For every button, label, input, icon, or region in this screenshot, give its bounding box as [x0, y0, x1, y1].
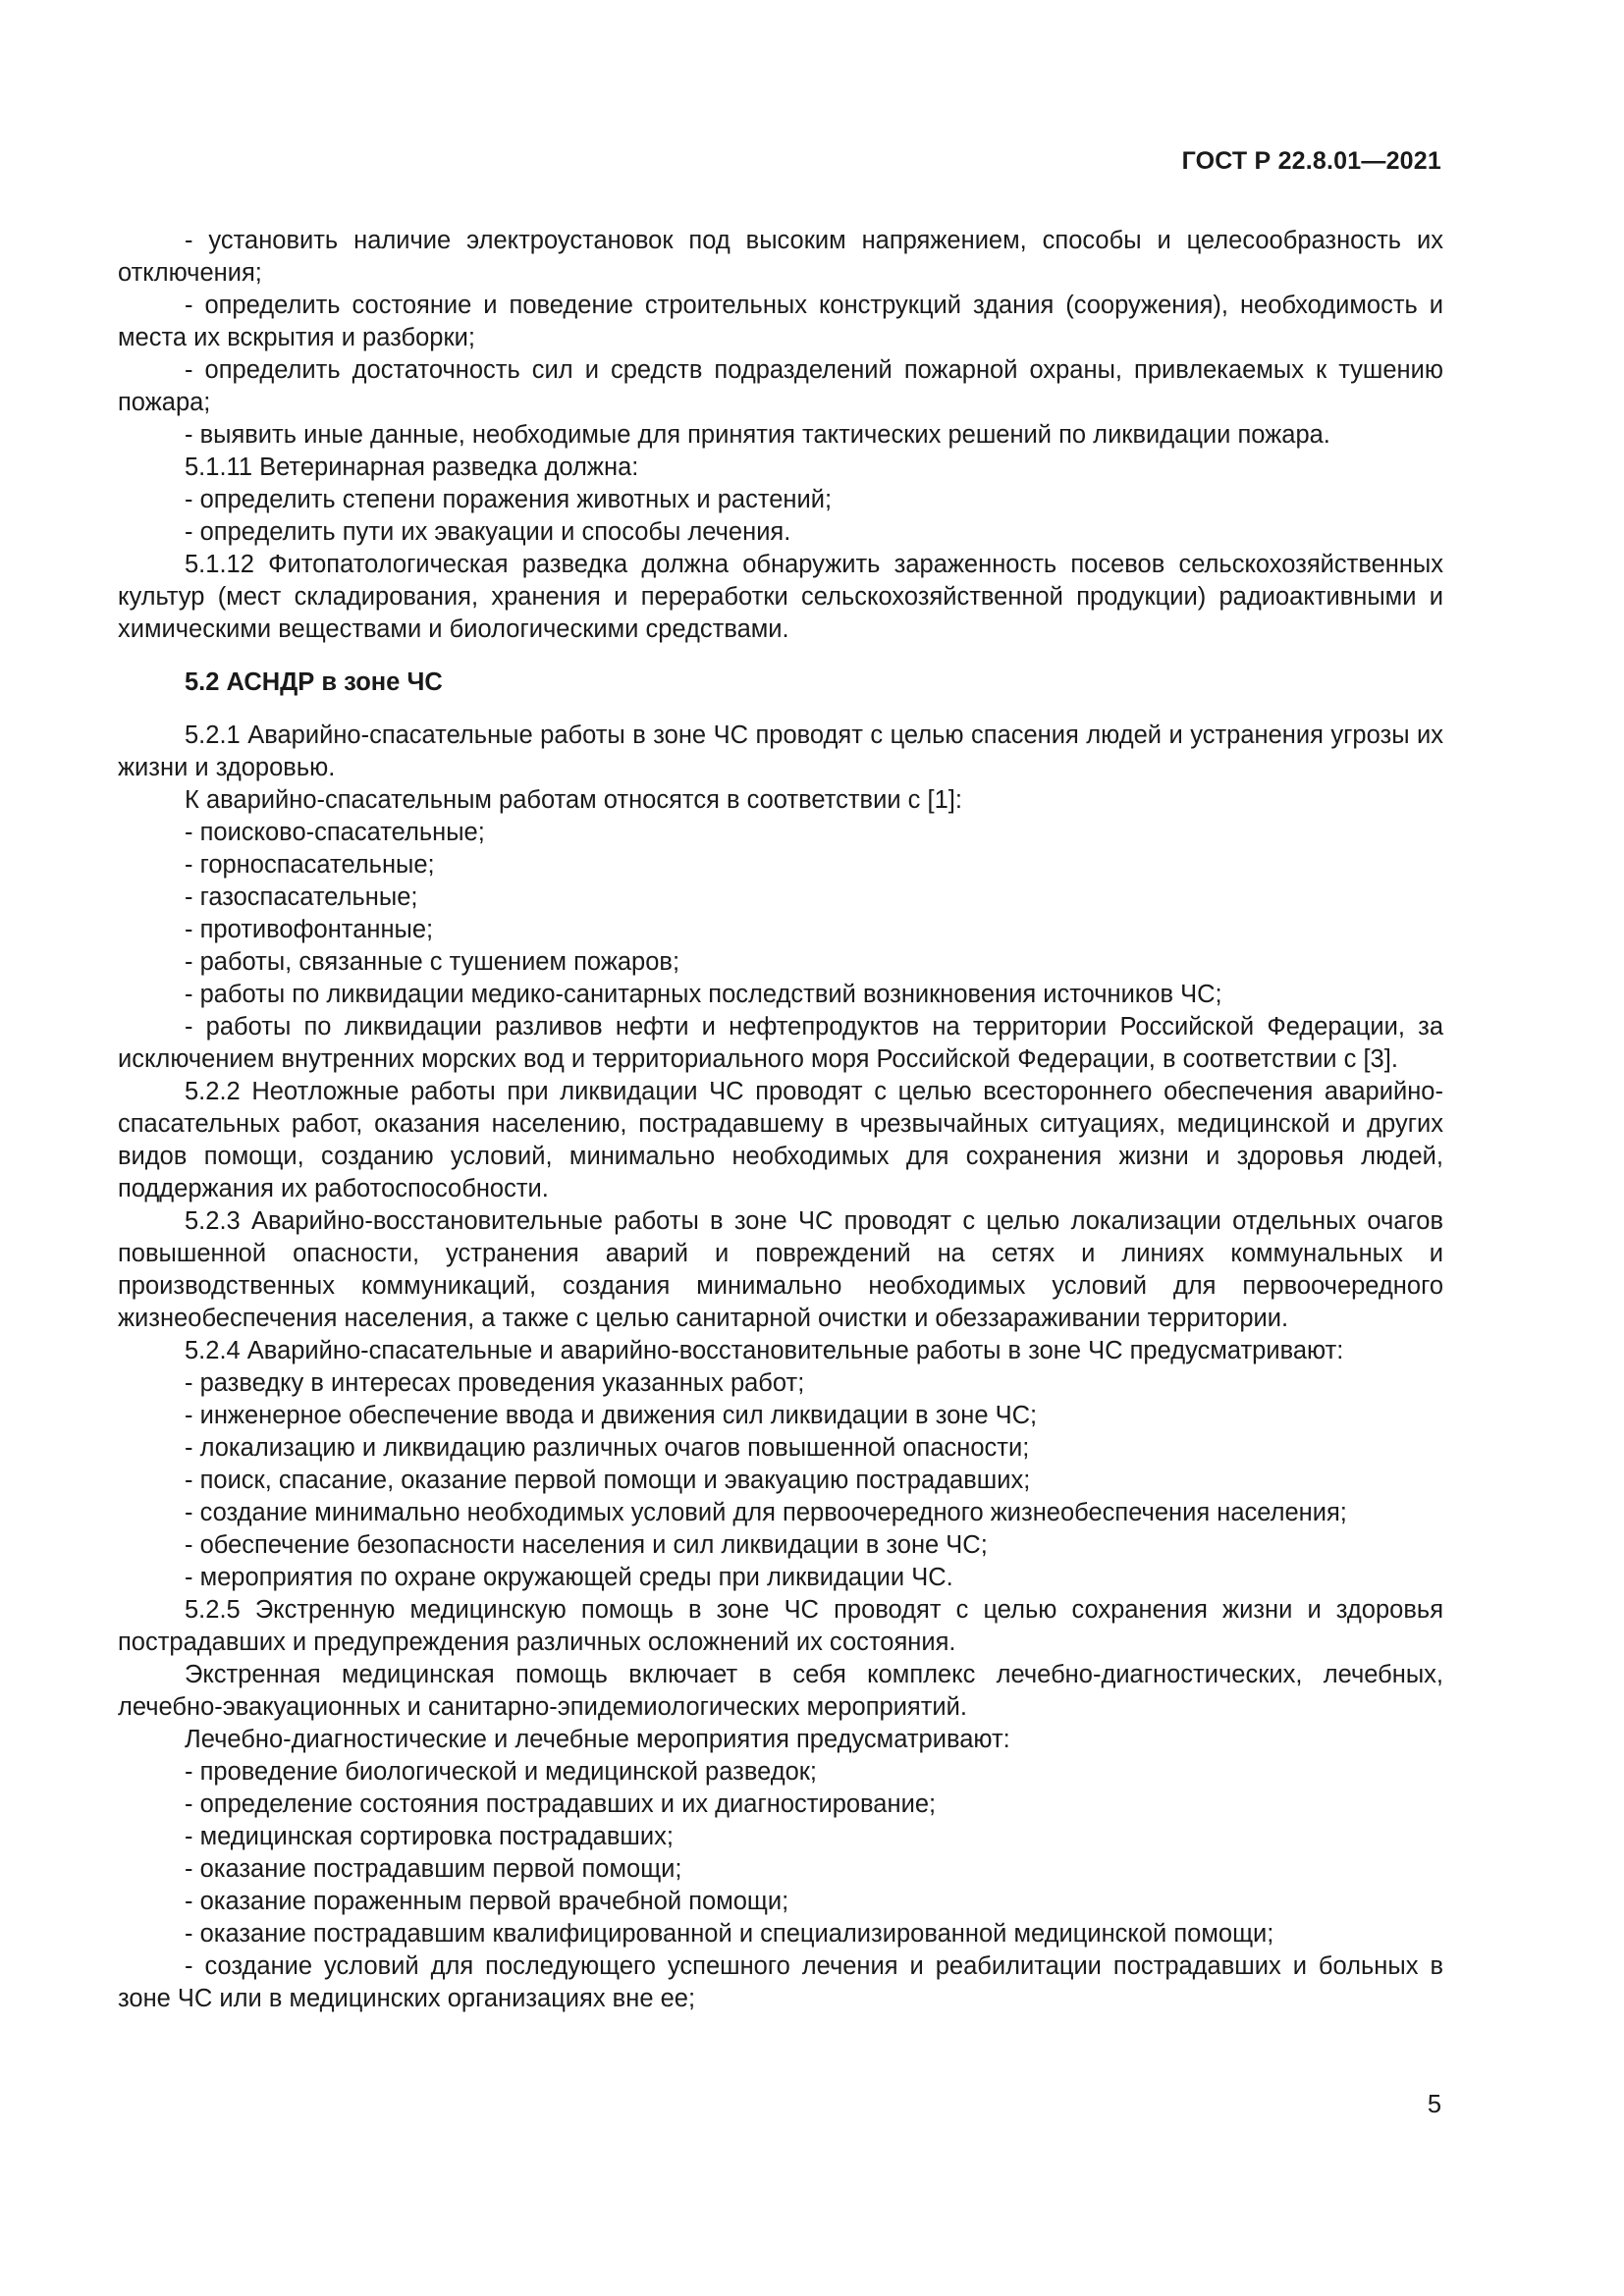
- list-item: - определение состояния пострадавших и их диагностирование;: [185, 1790, 937, 1818]
- paragraph: 5.1.11 Ветеринарная разведка должна:: [185, 454, 639, 481]
- list-item: - работы по ликвидации медико-санитарных последствий возникновения источников ЧС;: [185, 981, 1222, 1008]
- paragraph: - установить наличие электроустановок под высоким напряжением, способы и целесообразность их отключения;: [118, 227, 1443, 287]
- paragraph: - определить достаточность сил и средств подразделений пожарной охраны, привлекаемых к тушению пожара;: [118, 356, 1443, 416]
- list-item: - противофонтанные;: [185, 916, 434, 943]
- list-item: - горноспасательные;: [185, 851, 435, 879]
- paragraph: - определить пути их эвакуации и способы лечения.: [185, 518, 791, 546]
- list-item: - инженерное обеспечение ввода и движения сил ликвидации в зоне ЧС;: [185, 1402, 1038, 1429]
- section-heading: 5.2 АСНДР в зоне ЧС: [185, 668, 443, 696]
- list-item: - оказание пораженным первой врачебной помощи;: [185, 1888, 789, 1915]
- paragraph: 5.2.1 Аварийно-спасательные работы в зоне ЧС проводят с целью спасения людей и устранения угрозы их жизни и здоровью.: [118, 721, 1443, 781]
- list-item: - создание условий для последующего успешного лечения и реабилитации пострадавших и больных в зоне ЧС или в медицинских организациях вне ее;: [118, 1952, 1443, 2012]
- paragraph: Экстренная медицинская помощь включает в себя комплекс лечебно-диагностических, лечебных, лечебно-эвакуационных и санитарно-эпидемиологических мероприятий.: [118, 1661, 1443, 1721]
- paragraph: 5.1.12 Фитопатологическая разведка должна обнаружить зараженность посевов сельскохозяйственных культур (мест складирования, хранения и переработки сельскохозяйственной продукции) радиоактивными и химическими веществами и биологическими средствами.: [118, 551, 1443, 643]
- page-number: 5: [1427, 2091, 1441, 2118]
- paragraph: - определить степени поражения животных и растений;: [185, 486, 833, 513]
- paragraph: 5.2.5 Экстренную медицинскую помощь в зоне ЧС проводят с целью сохранения жизни и здоровья пострадавших и предупреждения различных осложнений их состояния.: [118, 1596, 1443, 1656]
- list-item: - поисково-спасательные;: [185, 819, 485, 846]
- list-item: - работы, связанные с тушением пожаров;: [185, 948, 680, 976]
- list-item: - разведку в интересах проведения указанных работ;: [185, 1369, 805, 1397]
- list-item: - проведение биологической и медицинской разведок;: [185, 1758, 818, 1786]
- paragraph: - выявить иные данные, необходимые для принятия тактических решений по ликвидации пожара.: [185, 421, 1330, 449]
- list-item: - поиск, спасание, оказание первой помощи и эвакуацию пострадавших;: [185, 1467, 1031, 1494]
- paragraph: 5.2.4 Аварийно-спасательные и аварийно-восстановительные работы в зоне ЧС предусматривают:: [185, 1337, 1344, 1364]
- list-item: - газоспасательные;: [185, 883, 418, 911]
- paragraph: - определить состояние и поведение строительных конструкций здания (сооружения), необходимость и места их вскрытия и разборки;: [118, 292, 1443, 351]
- paragraph: 5.2.3 Аварийно-восстановительные работы в зоне ЧС проводят с целью локализации отдельных очагов повышенной опасности, устранения аварий и повреждений на сетях и линиях коммунальных и производственных коммуникаций, создания минимально необходимых условий для первоочередного жизнеобеспечения населения, а также с целью санитарной очистки и обеззараживании территории.: [118, 1207, 1443, 1332]
- standard-header: ГОСТ Р 22.8.01—2021: [1181, 147, 1441, 175]
- paragraph: 5.2.2 Неотложные работы при ликвидации ЧС проводят с целью всестороннего обеспечения аварийно-спасательных работ, оказания населению, пострадавшему в чрезвычайных ситуациях, медицинской и других видов помощи, созданию условий, минимально необходимых для сохранения жизни и здоровья людей, поддержания их работоспособности.: [118, 1078, 1443, 1202]
- paragraph: К аварийно-спасательным работам относятся в соответствии с [1]:: [185, 786, 962, 814]
- list-item: - медицинская сортировка пострадавших;: [185, 1823, 674, 1850]
- list-item: - работы по ликвидации разливов нефти и нефтепродуктов на территории Российской Федерации, за исключением внутренних морских вод и территориального моря Российской Федерации, в соответствии с [3].: [118, 1013, 1443, 1073]
- list-item: - оказание пострадавшим квалифицированной и специализированной медицинской помощи;: [185, 1920, 1274, 1948]
- list-item: - создание минимально необходимых условий для первоочередного жизнеобеспечения населения;: [185, 1499, 1347, 1526]
- list-item: - локализацию и ликвидацию различных очагов повышенной опасности;: [185, 1434, 1030, 1462]
- list-item: - оказание пострадавшим первой помощи;: [185, 1855, 682, 1883]
- document-body: [118, 225, 1443, 2015]
- paragraph: Лечебно-диагностические и лечебные мероприятия предусматривают:: [185, 1726, 1010, 1753]
- list-item: - обеспечение безопасности населения и сил ликвидации в зоне ЧС;: [185, 1531, 988, 1559]
- list-item: - мероприятия по охране окружающей среды при ликвидации ЧС.: [185, 1564, 953, 1591]
